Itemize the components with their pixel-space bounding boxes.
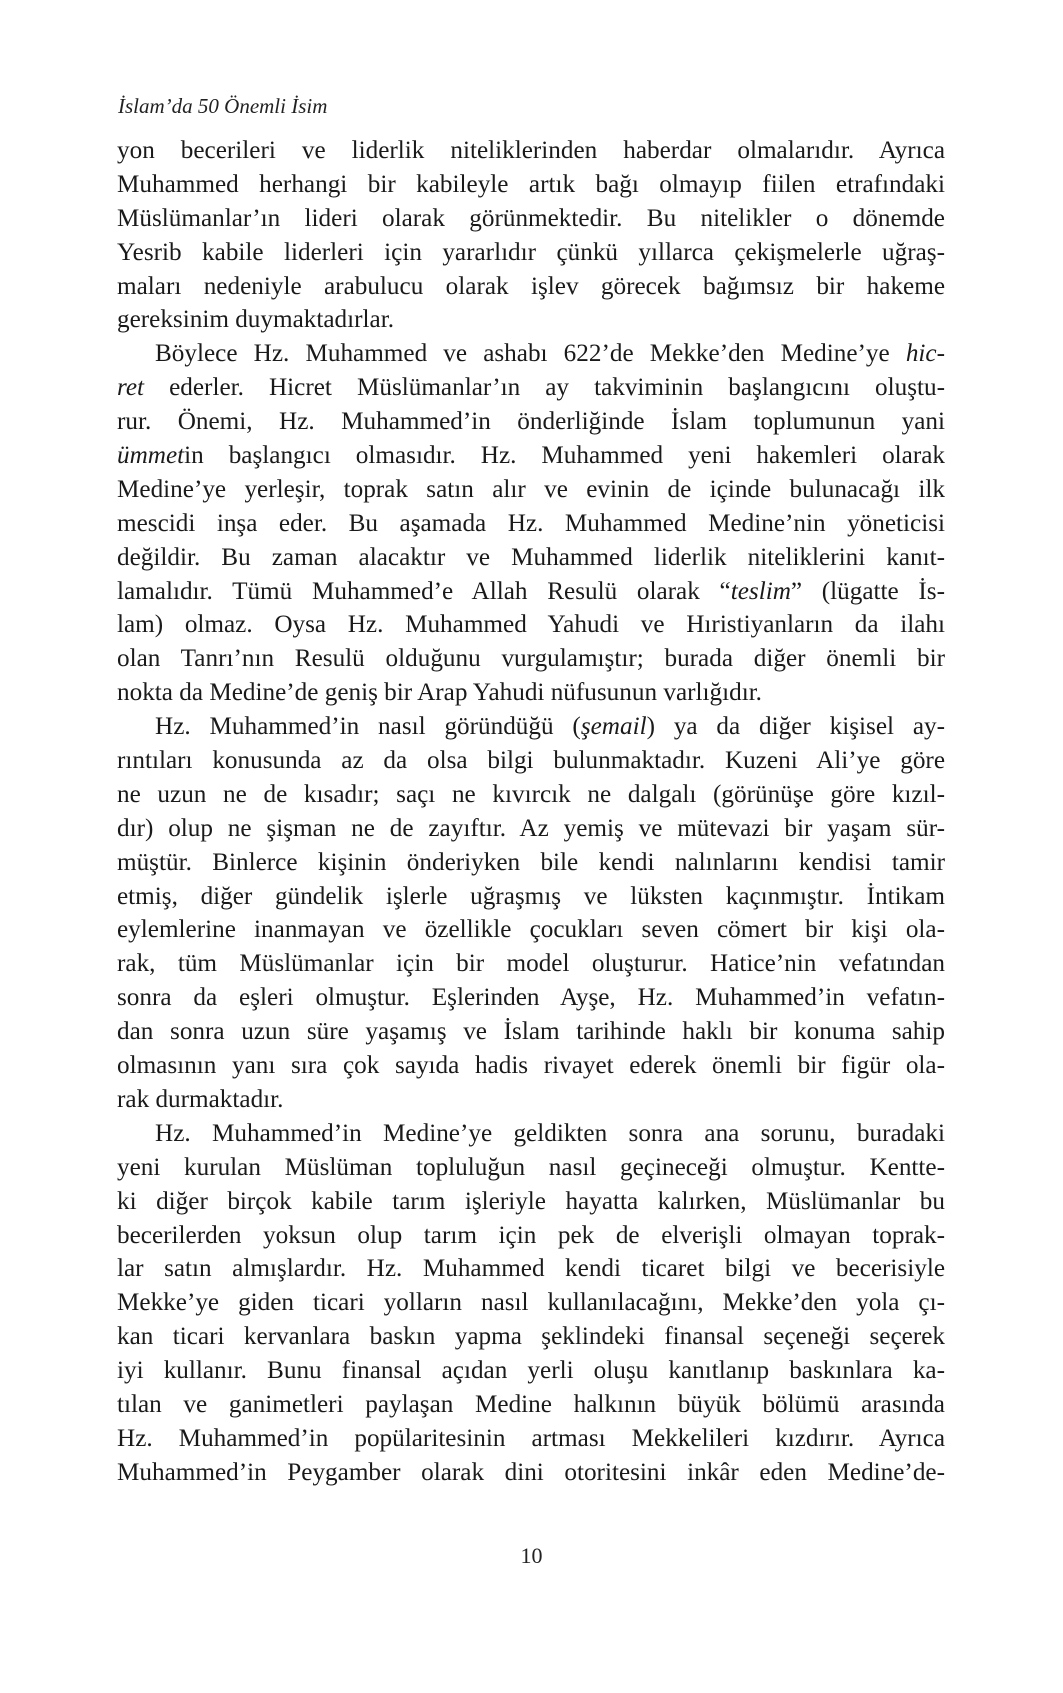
text-segment: rur. Önemi, Hz. Muhammed’in önderliğinde İslam toplumunun yani: [117, 408, 945, 436]
text-segment: rıntıları konusunda az da olsa bilgi bulunmaktadır. Kuzeni Ali’ye göre: [117, 747, 945, 775]
body-text: [117, 134, 945, 1490]
text-line: [117, 947, 945, 981]
text-segment: olmasının yanı sıra çok sayıda hadis rivayet ederek önemli bir figür ola-: [117, 1052, 945, 1080]
text-segment: mescidi inşa eder. Bu aşamada Hz. Muhammed Medine’nin yöneticisi: [117, 509, 945, 537]
text-segment: in başlangıcı olmasıdır. Hz. Muhammed yeni hakemleri olarak: [184, 442, 945, 470]
text-segment: Böylece Hz. Muhammed ve ashabı 622’de Mekke’den Medine’ye: [155, 340, 906, 368]
text-segment: Muhammed’in Peygamber olarak dini otoritesini inkâr eden Medine’de-: [117, 1458, 945, 1486]
text-line: [117, 473, 945, 507]
italic-term: hic-: [905, 340, 945, 368]
text-line: [117, 846, 945, 880]
italic-term: şemail: [580, 713, 647, 741]
text-line: [117, 202, 945, 236]
text-line: [117, 1252, 945, 1286]
text-segment: lam) olmaz. Oysa Hz. Muhammed Yahudi ve Hıristiyanların da ilahı: [117, 611, 945, 639]
text-line: [117, 439, 945, 473]
text-line: [117, 507, 945, 541]
text-segment: ederler. Hicret Müslümanlar’ın ay takviminin başlangıcını oluştu-: [144, 374, 945, 402]
text-line: [117, 270, 945, 304]
text-segment: yeni kurulan Müslüman topluluğun nasıl geçineceği olmuştur. Kentte-: [117, 1153, 945, 1181]
text-line: [117, 371, 945, 405]
text-segment: olan Tanrı’nın Resulü olduğunu vurgulamıştır; burada diğer önemli bir: [117, 645, 945, 673]
text-segment: lamalıdır. Tümü Muhammed’e Allah Resulü olarak “: [117, 577, 731, 605]
text-segment: Müslümanlar’ın lideri olarak görünmektedir. Bu nitelikler o dönemde: [117, 204, 945, 232]
text-line: [117, 541, 945, 575]
text-line: [117, 1151, 945, 1185]
text-segment: tılan ve ganimetleri paylaşan Medine halkının büyük bölümü arasında: [117, 1390, 945, 1418]
text-line: [117, 778, 945, 812]
text-segment: Yesrib kabile liderleri için yararlıdır çünkü yıllarca çekişmelerle uğraş-: [117, 238, 945, 266]
text-segment: ki diğer birçok kabile tarım işleriyle hayatta kalırken, Müslümanlar bu: [117, 1187, 945, 1215]
text-line: [117, 134, 945, 168]
text-line: [117, 1456, 945, 1490]
text-segment: Hz. Muhammed’in nasıl göründüğü (: [155, 713, 581, 741]
text-segment: rak durmaktadır.: [117, 1085, 284, 1113]
text-line: [117, 168, 945, 202]
text-line: [117, 1185, 945, 1219]
text-segment: değildir. Bu zaman alacaktır ve Muhammed liderlik niteliklerini kanıt-: [117, 543, 945, 571]
text-line: [117, 676, 945, 710]
text-line: [117, 575, 945, 609]
text-segment: müştür. Binlerce kişinin önderiyken bile kendi nalınlarını kendisi tamir: [117, 848, 945, 876]
text-line: [117, 1422, 945, 1456]
text-segment: nokta da Medine’de geniş bir Arap Yahudi nüfusunun varlığıdır.: [117, 679, 762, 707]
text-segment: dır) olup ne şişman ne de zayıftır. Az yemiş ve mütevazi bir yaşam sür-: [117, 814, 945, 842]
text-segment: sonra da eşleri olmuştur. Eşlerinden Ayşe, Hz. Muhammed’in vefatın-: [117, 984, 945, 1012]
text-segment: gereksinim duymaktadırlar.: [117, 306, 394, 334]
text-segment: ne uzun ne de kısadır; saçı ne kıvırcık ne dalgalı (görünüşe göre kızıl-: [117, 780, 945, 808]
text-line: [117, 608, 945, 642]
text-segment: yon becerileri ve liderlik niteliklerinden haberdar olmalarıdır. Ayrıca: [117, 137, 945, 164]
text-line: [117, 1388, 945, 1422]
text-segment: kan ticari kervanlara baskın yapma şeklindeki finansal seçeneği seçerek: [117, 1323, 945, 1351]
text-line: [117, 1320, 945, 1354]
text-line: [117, 1015, 945, 1049]
text-line: [117, 405, 945, 439]
text-line: [117, 1117, 945, 1151]
text-line: [117, 710, 945, 744]
text-line: [117, 1219, 945, 1253]
text-segment: maları nedeniyle arabulucu olarak işlev görecek bağımsız bir hakeme: [117, 272, 945, 300]
text-segment: lar satın almışlardır. Hz. Muhammed kendi ticaret bilgi ve becerisiyle: [117, 1255, 945, 1283]
text-segment: rak, tüm Müslümanlar için bir model oluşturur. Hatice’nin vefatından: [117, 950, 945, 978]
text-segment: becerilerden yoksun olup tarım için pek de elverişli olmayan toprak-: [117, 1221, 945, 1249]
text-line: [117, 812, 945, 846]
text-segment: ) ya da diğer kişisel ay-: [646, 713, 946, 741]
text-line: [117, 880, 945, 914]
text-segment: Mekke’ye giden ticari yolların nasıl kullanılacağını, Mekke’den yola çı-: [117, 1289, 945, 1317]
page-number: 10: [520, 1543, 543, 1568]
text-line: [117, 303, 945, 337]
text-line: [117, 337, 945, 371]
text-segment: Medine’ye yerleşir, toprak satın alır ve evinin de içinde bulunacağı ilk: [117, 475, 945, 503]
text-line: [117, 1083, 945, 1117]
text-segment: Hz. Muhammed’in Medine’ye geldikten sonra ana sorunu, buradaki: [155, 1119, 945, 1147]
italic-term: ret: [117, 374, 145, 402]
text-segment: dan sonra uzun süre yaşamış ve İslam tarihinde haklı bir konuma sahip: [117, 1018, 945, 1046]
text-line: [117, 236, 945, 270]
text-line: [117, 744, 945, 778]
text-line: [117, 913, 945, 947]
italic-term: teslim: [730, 577, 791, 605]
running-head: İslam’da 50 Önemli İsim: [118, 94, 328, 118]
text-segment: ” (lügatte İs-: [790, 577, 945, 605]
text-line: [117, 1286, 945, 1320]
text-segment: eylemlerine inanmayan ve özellikle çocukları seven cömert bir kişi ola-: [117, 916, 945, 944]
text-segment: etmiş, diğer gündelik işlerle uğraşmış ve lüksten kaçınmıştır. İntikam: [117, 882, 945, 910]
text-line: [117, 1354, 945, 1388]
text-segment: iyi kullanır. Bunu finansal açıdan yerli oluşu kanıtlanıp baskınlara ka-: [117, 1357, 945, 1385]
text-segment: Muhammed herhangi bir kabileyle artık bağı olmayıp fiilen etrafındaki: [117, 170, 945, 198]
text-line: [117, 642, 945, 676]
italic-term: ümmet: [117, 442, 185, 470]
text-line: [117, 981, 945, 1015]
text-segment: Hz. Muhammed’in popülaritesinin artması Mekkelileri kızdırır. Ayrıca: [117, 1424, 945, 1452]
text-line: [117, 1049, 945, 1083]
